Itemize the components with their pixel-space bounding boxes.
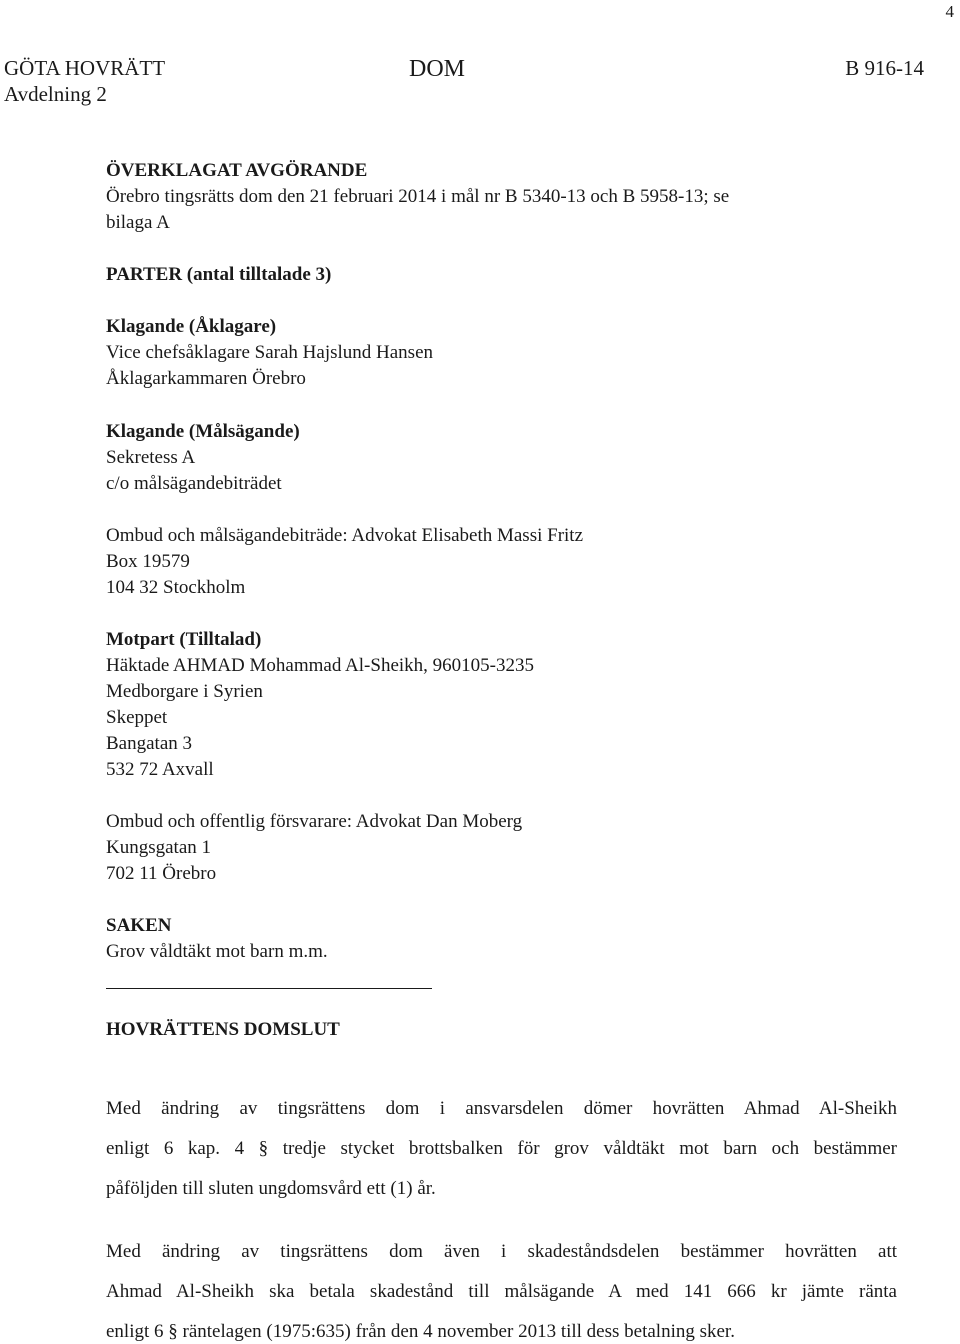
victim-name: Sekretess A	[106, 447, 196, 468]
defendant-line: Medborgare i Syrien	[106, 681, 263, 702]
defendant-heading: Motpart (Tilltalad)	[106, 629, 262, 650]
prosecutor-office: Åklagarkammaren Örebro	[106, 368, 306, 389]
page-number: 4	[945, 2, 954, 21]
parties-heading: PARTER (antal tilltalade 3)	[106, 264, 332, 285]
victim-care-of: c/o målsägandebiträdet	[106, 473, 282, 494]
defense-counsel-line: Kungsgatan 1	[106, 837, 212, 858]
prosecutor-name: Vice chefsåklagare Sarah Hajslund Hansen	[106, 342, 433, 363]
appealed-decision-text: Örebro tingsrätts dom den 21 februari 2014 i mål nr B 5340-13 och B 5958-13; se	[106, 186, 730, 207]
ruling-heading: HOVRÄTTENS DOMSLUT	[106, 1019, 340, 1040]
victim-heading: Klagande (Målsägande)	[106, 421, 300, 442]
ruling-paragraph-line: enligt 6 § räntelagen (1975:635) från den 4 november 2013 till dess betalning sker.	[106, 1321, 735, 1342]
ruling-paragraph-line: Med ändring av tingsrättens dom även i skadeståndsdelen bestämmer hovrätten att	[106, 1241, 897, 1262]
defendant-line: Häktade AHMAD Mohammad Al-Sheikh, 960105-3235	[106, 655, 534, 676]
appealed-decision-heading: ÖVERKLAGAT AVGÖRANDE	[106, 160, 368, 181]
defendant-line: Bangatan 3	[106, 733, 193, 754]
ruling-paragraph-line: Ahmad Al-Sheikh ska betala skadestånd till målsägande A med 141 666 kr jämte ränta	[106, 1281, 897, 1302]
defendant-line: Skeppet	[106, 707, 168, 728]
matter-text: Grov våldtäkt mot barn m.m.	[106, 941, 328, 962]
court-name: GÖTA HOVRÄTT	[4, 56, 166, 80]
victim-counsel-line: Ombud och målsägandebiträde: Advokat Elisabeth Massi Fritz	[106, 525, 584, 546]
matter-heading: SAKEN	[106, 915, 172, 936]
prosecutor-heading: Klagande (Åklagare)	[106, 316, 277, 337]
document-type: DOM	[409, 56, 466, 82]
ruling-paragraph-line: påföljden till sluten ungdomsvård ett (1) år.	[106, 1178, 436, 1199]
section-divider	[106, 988, 432, 989]
defense-counsel-line: Ombud och offentlig försvarare: Advokat Dan Moberg	[106, 811, 523, 832]
court-division: Avdelning 2	[4, 82, 107, 106]
appealed-decision-text: bilaga A	[106, 212, 170, 233]
defendant-line: 532 72 Axvall	[106, 759, 214, 780]
victim-counsel-line: 104 32 Stockholm	[106, 577, 246, 598]
ruling-paragraph-line: Med ändring av tingsrättens dom i ansvarsdelen dömer hovrätten Ahmad Al-Sheikh	[106, 1098, 897, 1119]
ruling-paragraph-line: enligt 6 kap. 4 § tredje stycket brottsbalken för grov våldtäkt mot barn och bestämmer	[106, 1138, 897, 1159]
case-number: B 916-14	[845, 56, 924, 80]
victim-counsel-line: Box 19579	[106, 551, 190, 572]
defense-counsel-line: 702 11 Örebro	[106, 863, 217, 884]
